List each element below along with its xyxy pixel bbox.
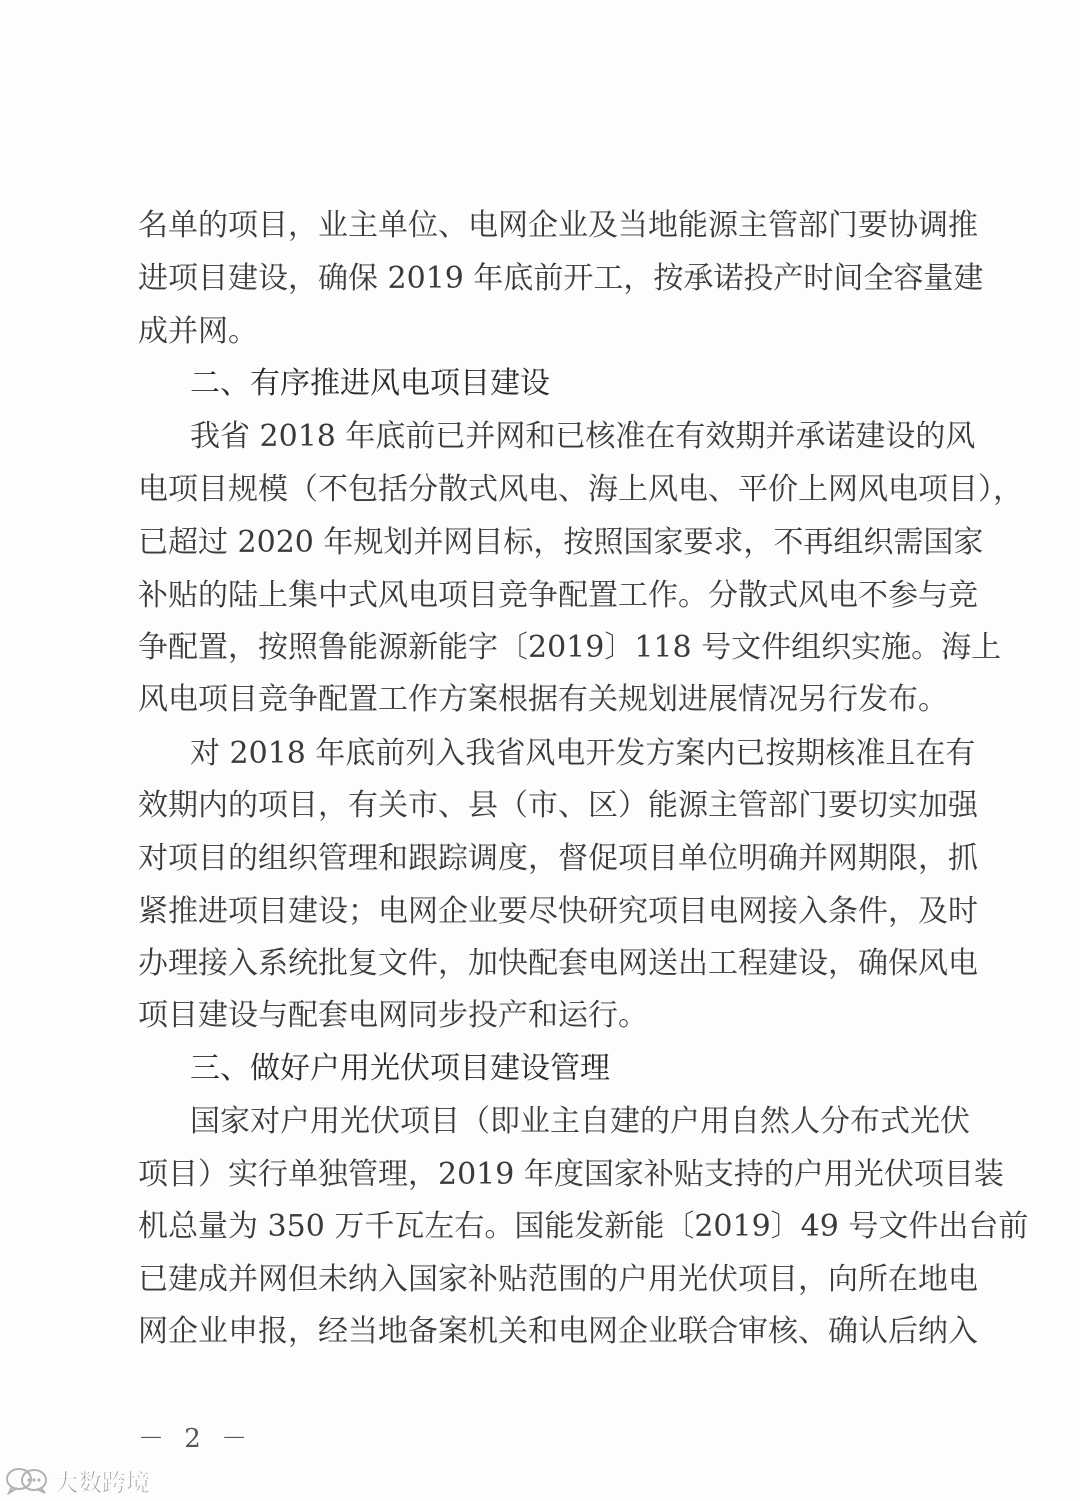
body-text-line: 紧推进项目建设；电网企业要尽快研究项目电网接入条件，及时	[138, 894, 978, 929]
body-text-line: 已超过 2020 年规划并网目标，按照国家要求，不再组织需国家	[138, 525, 984, 560]
body-text-line: 机总量为 350 万千瓦左右。国能发新能〔2019〕49 号文件出台前	[138, 1209, 1029, 1244]
body-text-line: 名单的项目，业主单位、电网企业及当地能源主管部门要协调推	[138, 208, 978, 243]
body-text-line: 网企业申报，经当地备案机关和电网企业联合审核、确认后纳入	[138, 1314, 978, 1349]
watermark-text: 大数跨境	[54, 1468, 150, 1497]
body-text-line: 已建成并网但未纳入国家补贴范围的户用光伏项目，向所在地电	[138, 1262, 978, 1297]
page-number: － 2 －	[138, 1424, 254, 1454]
body-text-line: 效期内的项目，有关市、县（市、区）能源主管部门要切实加强	[138, 788, 978, 823]
body-text-line: 国家对户用光伏项目（即业主自建的户用自然人分布式光伏	[190, 1104, 970, 1139]
body-text-line: 对项目的组织管理和跟踪调度，督促项目单位明确并网期限，抓	[138, 841, 978, 876]
body-text-line: 电项目规模（不包括分散式风电、海上风电、平价上网风电项目），	[138, 472, 1023, 507]
body-text-line: 成并网。	[138, 314, 258, 349]
body-text-line: 项目建设与配套电网同步投产和运行。	[138, 998, 648, 1033]
section-heading-2: 二、有序推进风电项目建设	[190, 366, 550, 401]
body-text-line: 我省 2018 年底前已并网和已核准在有效期并承诺建设的风	[190, 419, 976, 454]
body-text-line: 对 2018 年底前列入我省风电开发方案内已按期核准且在有	[190, 736, 976, 771]
body-text-line: 补贴的陆上集中式风电项目竞争配置工作。分散式风电不参与竞	[138, 578, 978, 613]
body-text-line: 办理接入系统批复文件，加快配套电网送出工程建设，确保风电	[138, 946, 978, 981]
section-heading-3: 三、做好户用光伏项目建设管理	[190, 1051, 610, 1086]
watermark	[4, 1462, 150, 1498]
chat-bubbles-logo-icon	[4, 1465, 50, 1495]
body-text-line: 项目）实行单独管理，2019 年度国家补贴支持的户用光伏项目装	[138, 1157, 1004, 1192]
body-text-line: 风电项目竞争配置工作方案根据有关规划进展情况另行发布。	[138, 682, 948, 717]
body-text-line: 争配置，按照鲁能源新能字〔2019〕118 号文件组织实施。海上	[138, 630, 1002, 665]
body-text-line: 进项目建设，确保 2019 年底前开工，按承诺投产时间全容量建	[138, 261, 984, 296]
